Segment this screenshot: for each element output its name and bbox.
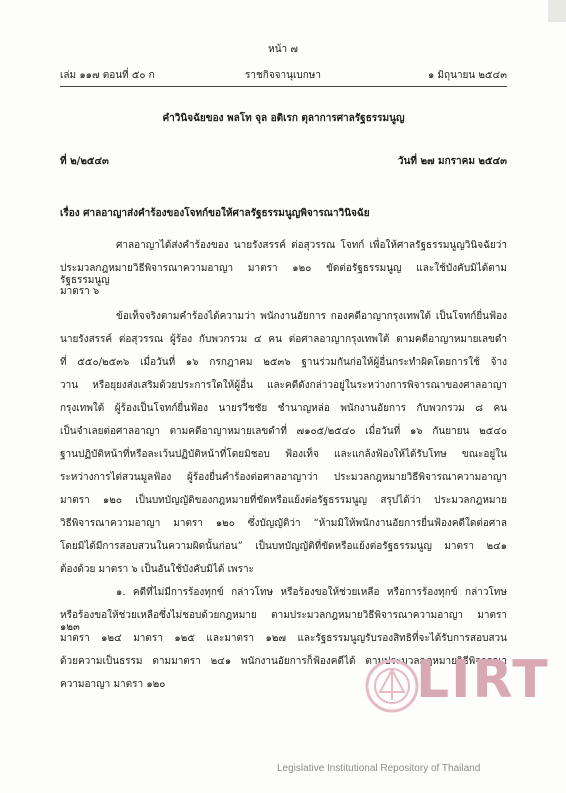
body-line: หรือร้องขอให้ช่วยเหลือซึ่งไม่ชอบด้วยกฎหมาย ตามประมวลกฎหมายวิธีพิจารณาความอาญา มาตรา ๑๒๓ (60, 610, 507, 633)
ruling-title: คำวินิจฉัยของ พลโท จุล อติเรก ตุลาการศาลรัฐธรรมนูญ (162, 113, 405, 124)
body-line: ความอาญา มาตรา ๑๒๐ (60, 679, 166, 690)
body-line: มาตรา ๑๒๔ มาตรา ๑๒๕ และมาตรา ๑๒๗ และรัฐธรรมนูญรับรองสิทธิที่จะได้รับการสอบสวน (60, 633, 507, 644)
body-line: มาตรา ๑๒๐ เป็นบทบัญญัติของกฎหมายที่ขัดหรือแย้งต่อรัฐธรรมนูญ สรุปได้ว่า ประมวลกฎหมาย (60, 495, 507, 506)
body-line: วิธีพิจารณาความอาญา มาตรา ๑๒๐ ซึ่งบัญญัติว่า “ห้ามมิให้พนักงานอัยการยื่นฟ้องคดีใดต่อศาล (60, 518, 507, 529)
gazette-name: ราชกิจจานุเบกษา (244, 70, 322, 81)
page-number: หน้า ๗ (268, 44, 298, 55)
gazette-date: ๑ มิถุนายน ๒๕๔๓ (427, 70, 507, 81)
lirt-logo-text: LIRT (416, 650, 550, 710)
gazette-volume: เล่ม ๑๑๗ ตอนที่ ๕๐ ก (60, 70, 155, 81)
repository-name: Legislative Institutional Repository of Thailand (277, 763, 481, 774)
body-line: ข้อเท็จจริงตามคำร้องได้ความว่า พนักงานอัยการ กองคดีอาญากรุงเทพใต้ เป็นโจทก์ยื่นฟ้อง (116, 311, 507, 322)
scan-corner-fold (548, 0, 566, 22)
body-line: มาตรา ๖ (60, 286, 100, 297)
body-line: ประมวลกฎหมายวิธีพิจารณาความอาญา มาตรา ๑๒๐ ขัดต่อรัฐธรรมนูญ และใช้บังคับมิได้ตามรัฐธรรมนูญ (60, 263, 507, 286)
body-line: นายรังสรรค์ ต่อสุวรรณ ผู้ร้อง กับพวกรวม ๔ คน ต่อศาลอาญากรุงเทพใต้ ตามคดีอาญาหมายเลขดำ (60, 334, 507, 345)
body-line: ด้วยความเป็นธรรม ตามมาตรา ๒๔๑ พนักงานอัยการก็ฟ้องคดีได้ ตามประมวลกฎหมายวิธีพิจารณา (60, 656, 507, 667)
ruling-number: ที่ ๒/๒๕๔๓ (60, 156, 109, 167)
header-rule (60, 86, 507, 87)
body-line: ศาลอาญาได้ส่งคำร้องของ นายรังสรรค์ ต่อสุวรรณ โจทก์ เพื่อให้ศาลรัฐธรรมนูญวินิจฉัยว่า (116, 240, 507, 251)
body-line: ๑. คดีที่ไม่มีการร้องทุกข์ กล่าวโทษ หรือร้องขอให้ช่วยเหลือ หรือการร้องทุกข์ กล่าวโทษ (116, 587, 507, 598)
body-line: เป็นจำเลยต่อศาลอาญา ตามคดีอาญาหมายเลขดำที่ ๗๑๐๕/๒๕๔๐ เมื่อวันที่ ๑๖ กันยายน ๒๕๔๐ (60, 426, 507, 437)
body-line: วาน หรือยุยงส่งเสริมด้วยประการใดให้ผู้อื่น และคดีดังกล่าวอยู่ในระหว่างการพิจารณาของศาลอาญา (60, 380, 507, 391)
ruling-date: วันที่ ๒๗ มกราคม ๒๕๔๓ (397, 156, 507, 167)
body-line: ระหว่างการไต่สวนมูลฟ้อง ผู้ร้องยื่นคำร้องต่อศาลอาญาว่า ประมวลกฎหมายวิธีพิจารณาความอาญา (60, 472, 507, 483)
body-line: กรุงเทพใต้ ผู้ร้องเป็นโจทก์ยื่นฟ้อง นายรวีชชัย ชำนาญหล่อ พนักงานอัยการ กับพวกรวม ๘ คน (60, 403, 507, 414)
ruling-subject: เรื่อง ศาลอาญาส่งคำร้องของโจทก์ขอให้ศาลรัฐธรรมนูญพิจารณาวินิจฉัย (60, 208, 370, 219)
body-line: ต้องด้วย มาตรา ๖ เป็นอันใช้บังคับมิได้ เพราะ (60, 564, 254, 575)
body-line: โดยมิได้มีการสอบสวนในความผิดนั้นก่อน” เป็นบทบัญญัติที่ขัดหรือแย้งต่อรัฐธรรมนูญ มาตรา ๒๔๑ (60, 541, 507, 552)
body-line: ที่ ๕๕๐/๒๕๓๖ เมื่อวันที่ ๑๖ กรกฎาคม ๒๕๓๖ ฐานร่วมกันก่อให้ผู้อื่นกระทำผิดโดยการใช้ จ้าง (60, 357, 507, 368)
body-line: ฐานปฏิบัติหน้าที่หรือละเว้นปฏิบัติหน้าที่โดยมิชอบ ฟ้องเท็จ และแกล้งฟ้องให้ได้รับโทษ ขณะอยู่ใน (60, 449, 507, 460)
